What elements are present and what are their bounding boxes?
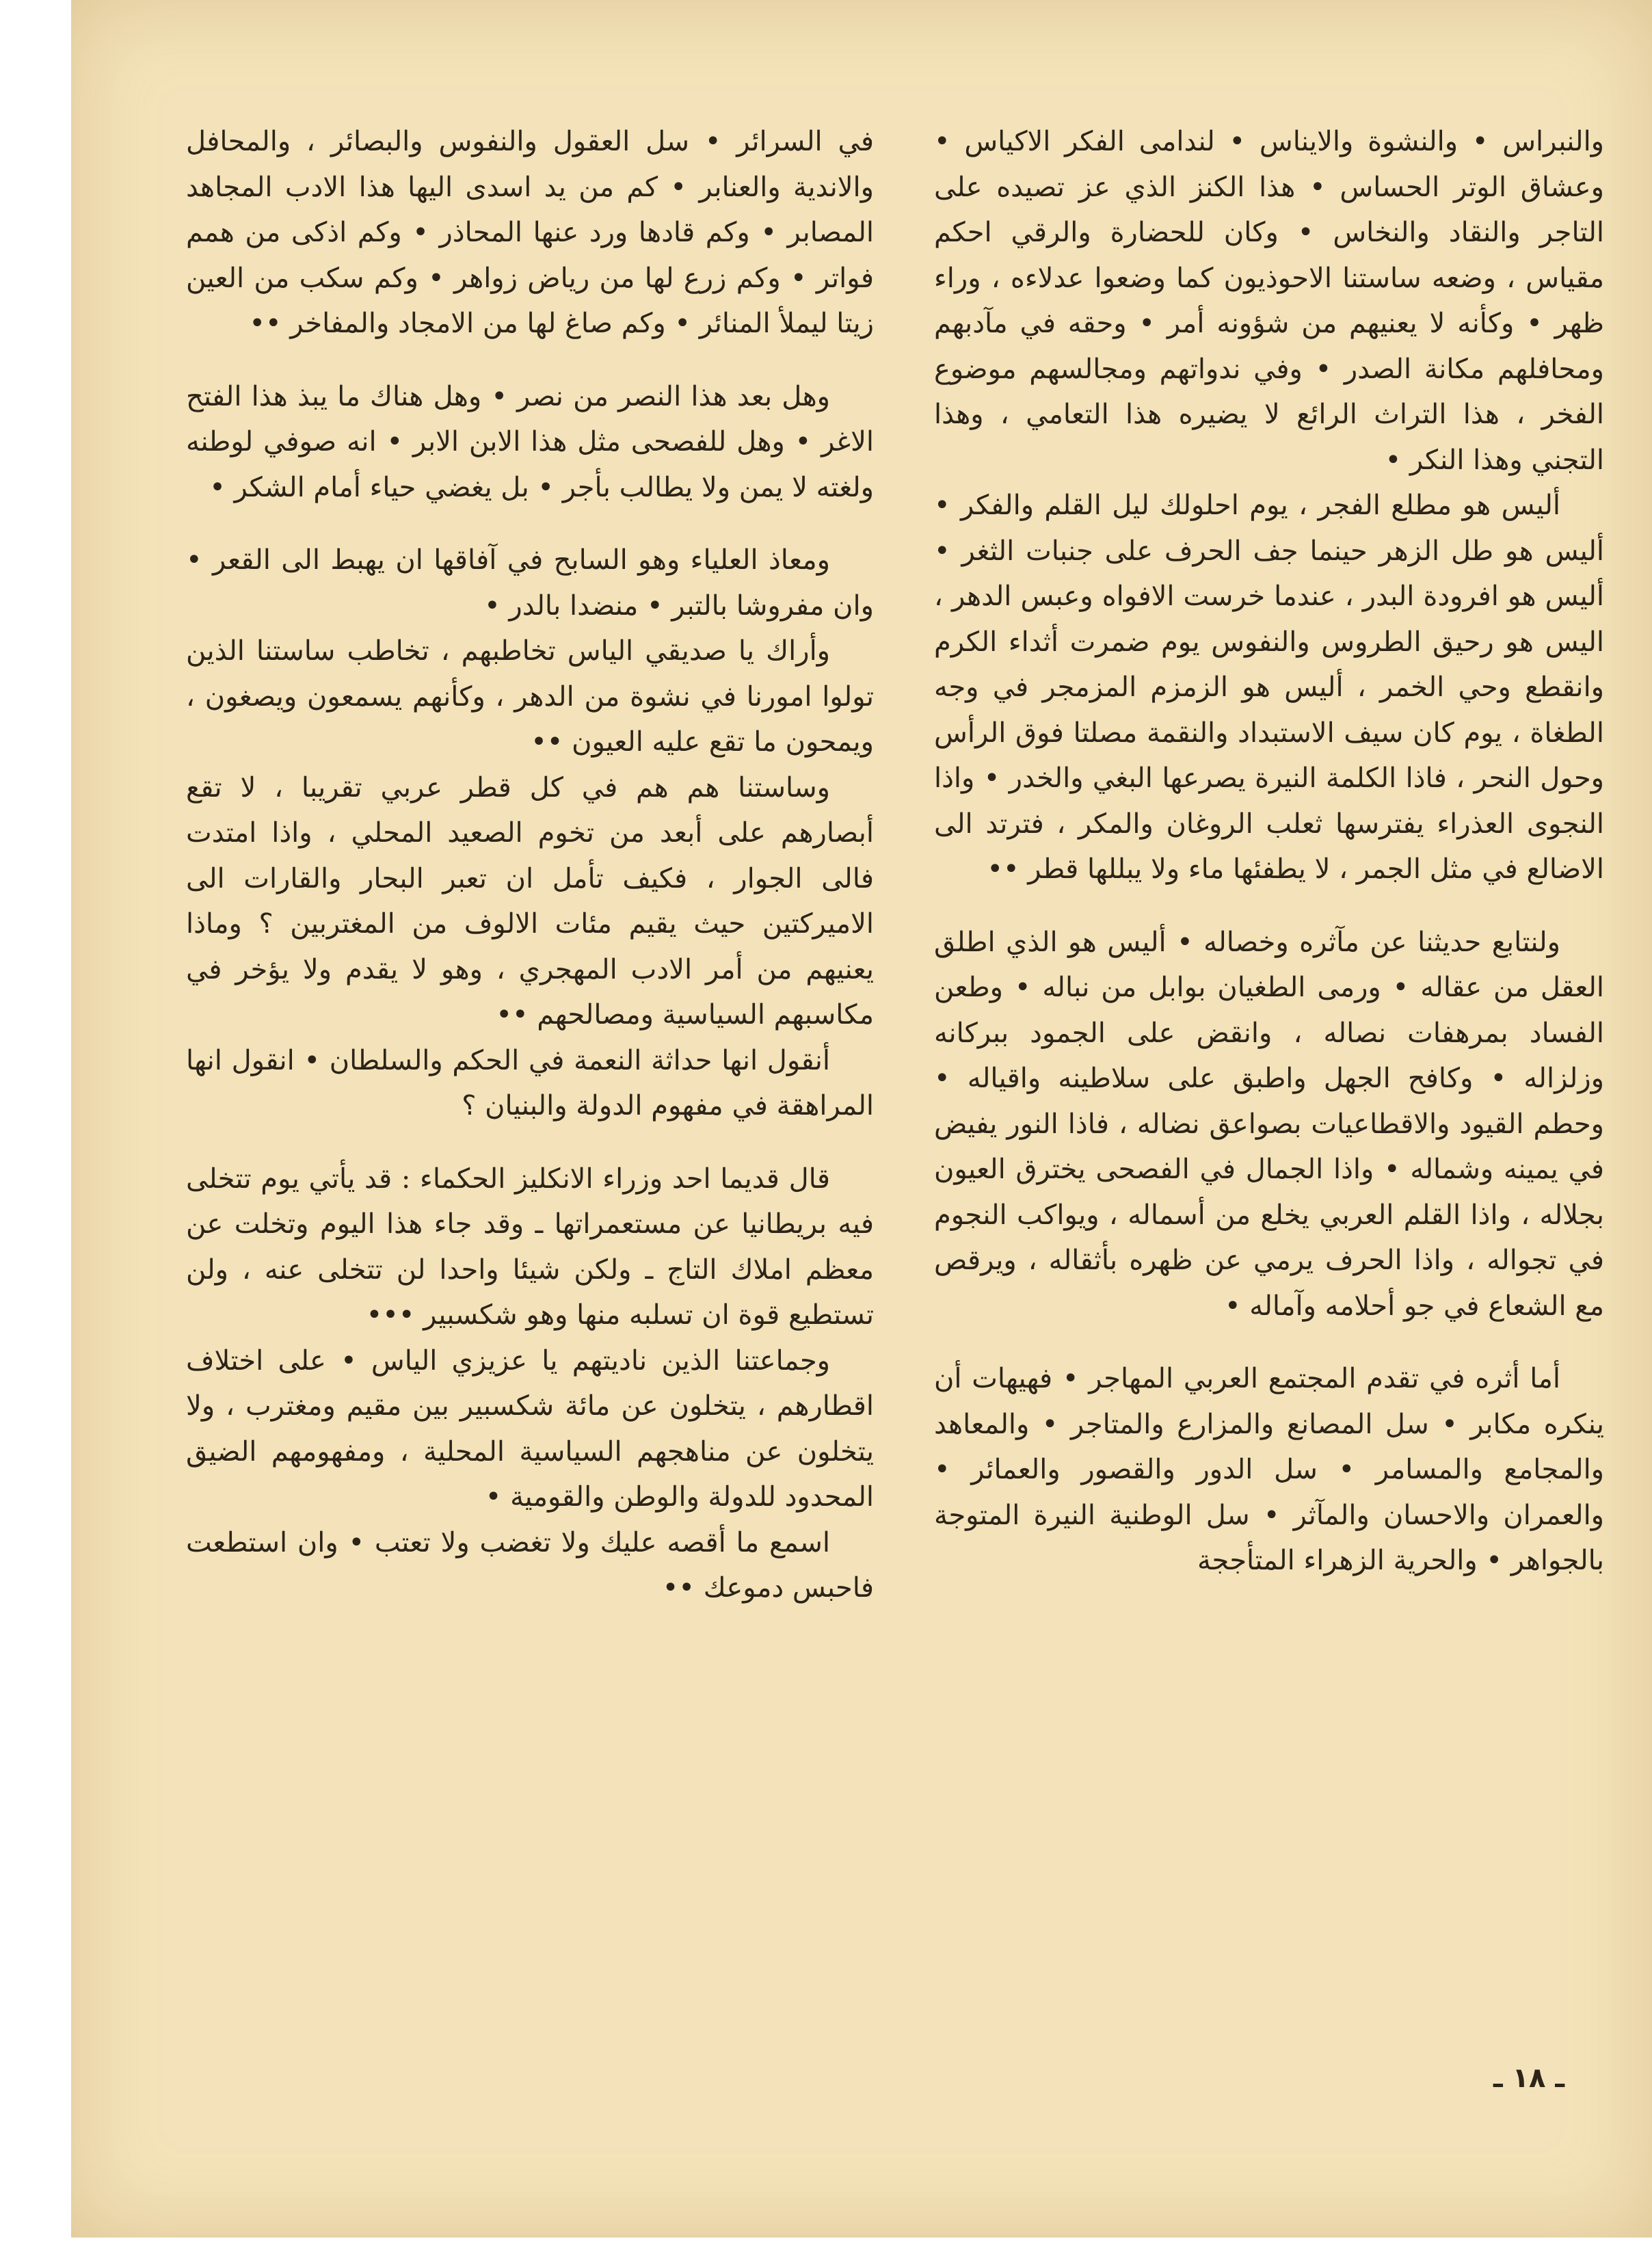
paragraph: في السرائر • سل العقول والنفوس والبصائر ، والمحافل والاندية والعنابر • كم من يد اسدى اليها هذا الادب المجاهد المصابر • وكم قادها ورد عنها المحاذر • وكم اذكى من همم فواتر • وكم زرع لها من رياض زواهر • وكم سكب من العين زيتا ليملأ المنائر • وكم صاغ لها من الامجاد والمفاخر •• — [186, 126, 874, 339]
paragraph: وأراك يا صديقي الياس تخاطبهم ، تخاطب ساستنا الذين تولوا امورنا في نشوة من الدهر ، وكأنهم يسمعون ويصغون ، ويمحون ما تقع عليه العيون •• — [186, 635, 874, 758]
paragraph: وجماعتنا الذين ناديتهم يا عزيزي الياس • على اختلاف اقطارهم ، يتخلون عن مائة شكسبير بين مقيم ومغترب ، ولا يتخلون عن مناهجهم السياسية المحلية ، ومفهومهم الضيق المحدود للدولة والوطن والقومية • — [186, 1344, 874, 1513]
paragraph: وهل بعد هذا النصر من نصر • وهل هناك ما يبذ هذا الفتح الاغر • وهل للفصحى مثل هذا الابن الابر • انه صوفي لوطنه ولغته لا يمن ولا يطالب بأجر • بل يغضي حياء أمام الشكر • — [186, 380, 874, 503]
paragraph: أليس هو مطلع الفجر ، يوم احلولك ليل القلم والفكر • أليس هو طل الزهر حينما جف الحرف على جنبات الثغر • أليس هو افرودة البدر ، عندما خرست الافواه وعبس الدهر ، اليس هو رحيق الطروس والنفوس يوم ضمرت أثداء الكرم وانقطع وحي الخمر ، أليس هو الزمزم المزمجر في وجه الطغاة ، يوم كان سيف الاستبداد والنقمة مصلتا فوق الرأس وحول النحر ، فاذا الكلمة النيرة يصرعها البغي والخدر • واذا النجوى العذراء يفترسها ثعلب الروغان والمكر ، فترتد الى الاضالع في مثل الجمر ، لا يطفئها ماء ولا يبللها قطر •• — [934, 490, 1604, 885]
right-text-column — [934, 119, 1604, 1584]
paragraph: أما أثره في تقدم المجتمع العربي المهاجر • فهيهات أن ينكره مكابر • سل المصانع والمزارع والمتاجر • والمعاهد والمجامع والمسامر • سل الدور والقصور والعمائر • والعمران والاحسان والمآثر • سل الوطنية النيرة المتوجة بالجواهر • والحرية الزهراء المتأججة — [934, 1363, 1604, 1576]
paragraph: اسمع ما أقصه عليك ولا تغضب ولا تعتب • وان استطعت فاحبس دموعك •• — [186, 1526, 874, 1604]
paragraph: ومعاذ العلياء وهو السابح في آفاقها ان يهبط الى القعر • وان مفروشا بالتبر • منضدا بالدر • — [186, 544, 874, 622]
left-text-column — [186, 119, 874, 1611]
magazine-page — [71, 0, 1652, 2238]
paragraph: أنقول انها حداثة النعمة في الحكم والسلطان • انقول انها المراهقة في مفهوم الدولة والبنيان ؟ — [186, 1044, 874, 1122]
paragraph: وساستنا هم هم في كل قطر عربي تقريبا ، لا تقع أبصارهم على أبعد من تخوم الصعيد المحلي ، واذا امتدت فالى الجوار ، فكيف تأمل ان تعبر البحار والقارات الى الاميركتين حيث يقيم مئات الالوف من المغتربين ؟ وماذا يعنيهم من أمر الادب المهجري ، وهو لا يقدم ولا يؤخر في مكاسبهم السياسية ومصالحهم •• — [186, 771, 875, 1031]
paragraph: والنبراس • والنشوة والايناس • لندامى الفكر الاكياس • وعشاق الوتر الحساس • هذا الكنز الذي عز تصيده على التاجر والنقاد والنخاس • وكان للحضارة والرقي احكم مقياس ، وضعه ساستنا الاحوذيون كما وضعوا عدلاءه ، وراء ظهر • وكأنه لا يعنيهم من شؤونه أمر • وحقه في مآدبهم ومحافلهم مكانة الصدر • وفي ندواتهم ومجالسهم موضوع الفخر ، هذا التراث الرائع لا يضيره هذا التعامي ، وهذا التجني وهذا النكر • — [934, 126, 1605, 476]
paragraph: ولنتابع حديثنا عن مآثره وخصاله • أليس هو الذي اطلق العقل من عقاله • ورمى الطغيان بوابل من نباله • وطعن الفساد بمرهفات نصاله ، وانقض على الجمود ببركانه وزلزاله • وكافح الجهل واطبق على سلاطينه واقياله • وحطم القيود والاقطاعيات بصواعق نضاله ، فاذا النور يفيض في يمينه وشماله • واذا الجمال في الفصحى يخترق العيون بجلاله ، واذا القلم العربي يخلع من أسماله ، ويواكب النجوم في تجواله ، واذا الحرف يرمي عن ظهره بأثقاله ، ويرقص مع الشعاع في جو أحلامه وآماله • — [934, 926, 1605, 1322]
paragraph: قال قديما احد وزراء الانكليز الحكماء : قد يأتي يوم تتخلى فيه بريطانيا عن مستعمراتها ـ وقد جاء هذا اليوم وتخلت عن معظم املاك التاج ـ ولكن شيئا واحدا لن تتخلى عنه ، ولن تستطيع قوة ان تسلبه منها وهو شكسبير ••• — [186, 1163, 874, 1331]
page-number: ـ ١٨ ـ — [1493, 2062, 1565, 2094]
